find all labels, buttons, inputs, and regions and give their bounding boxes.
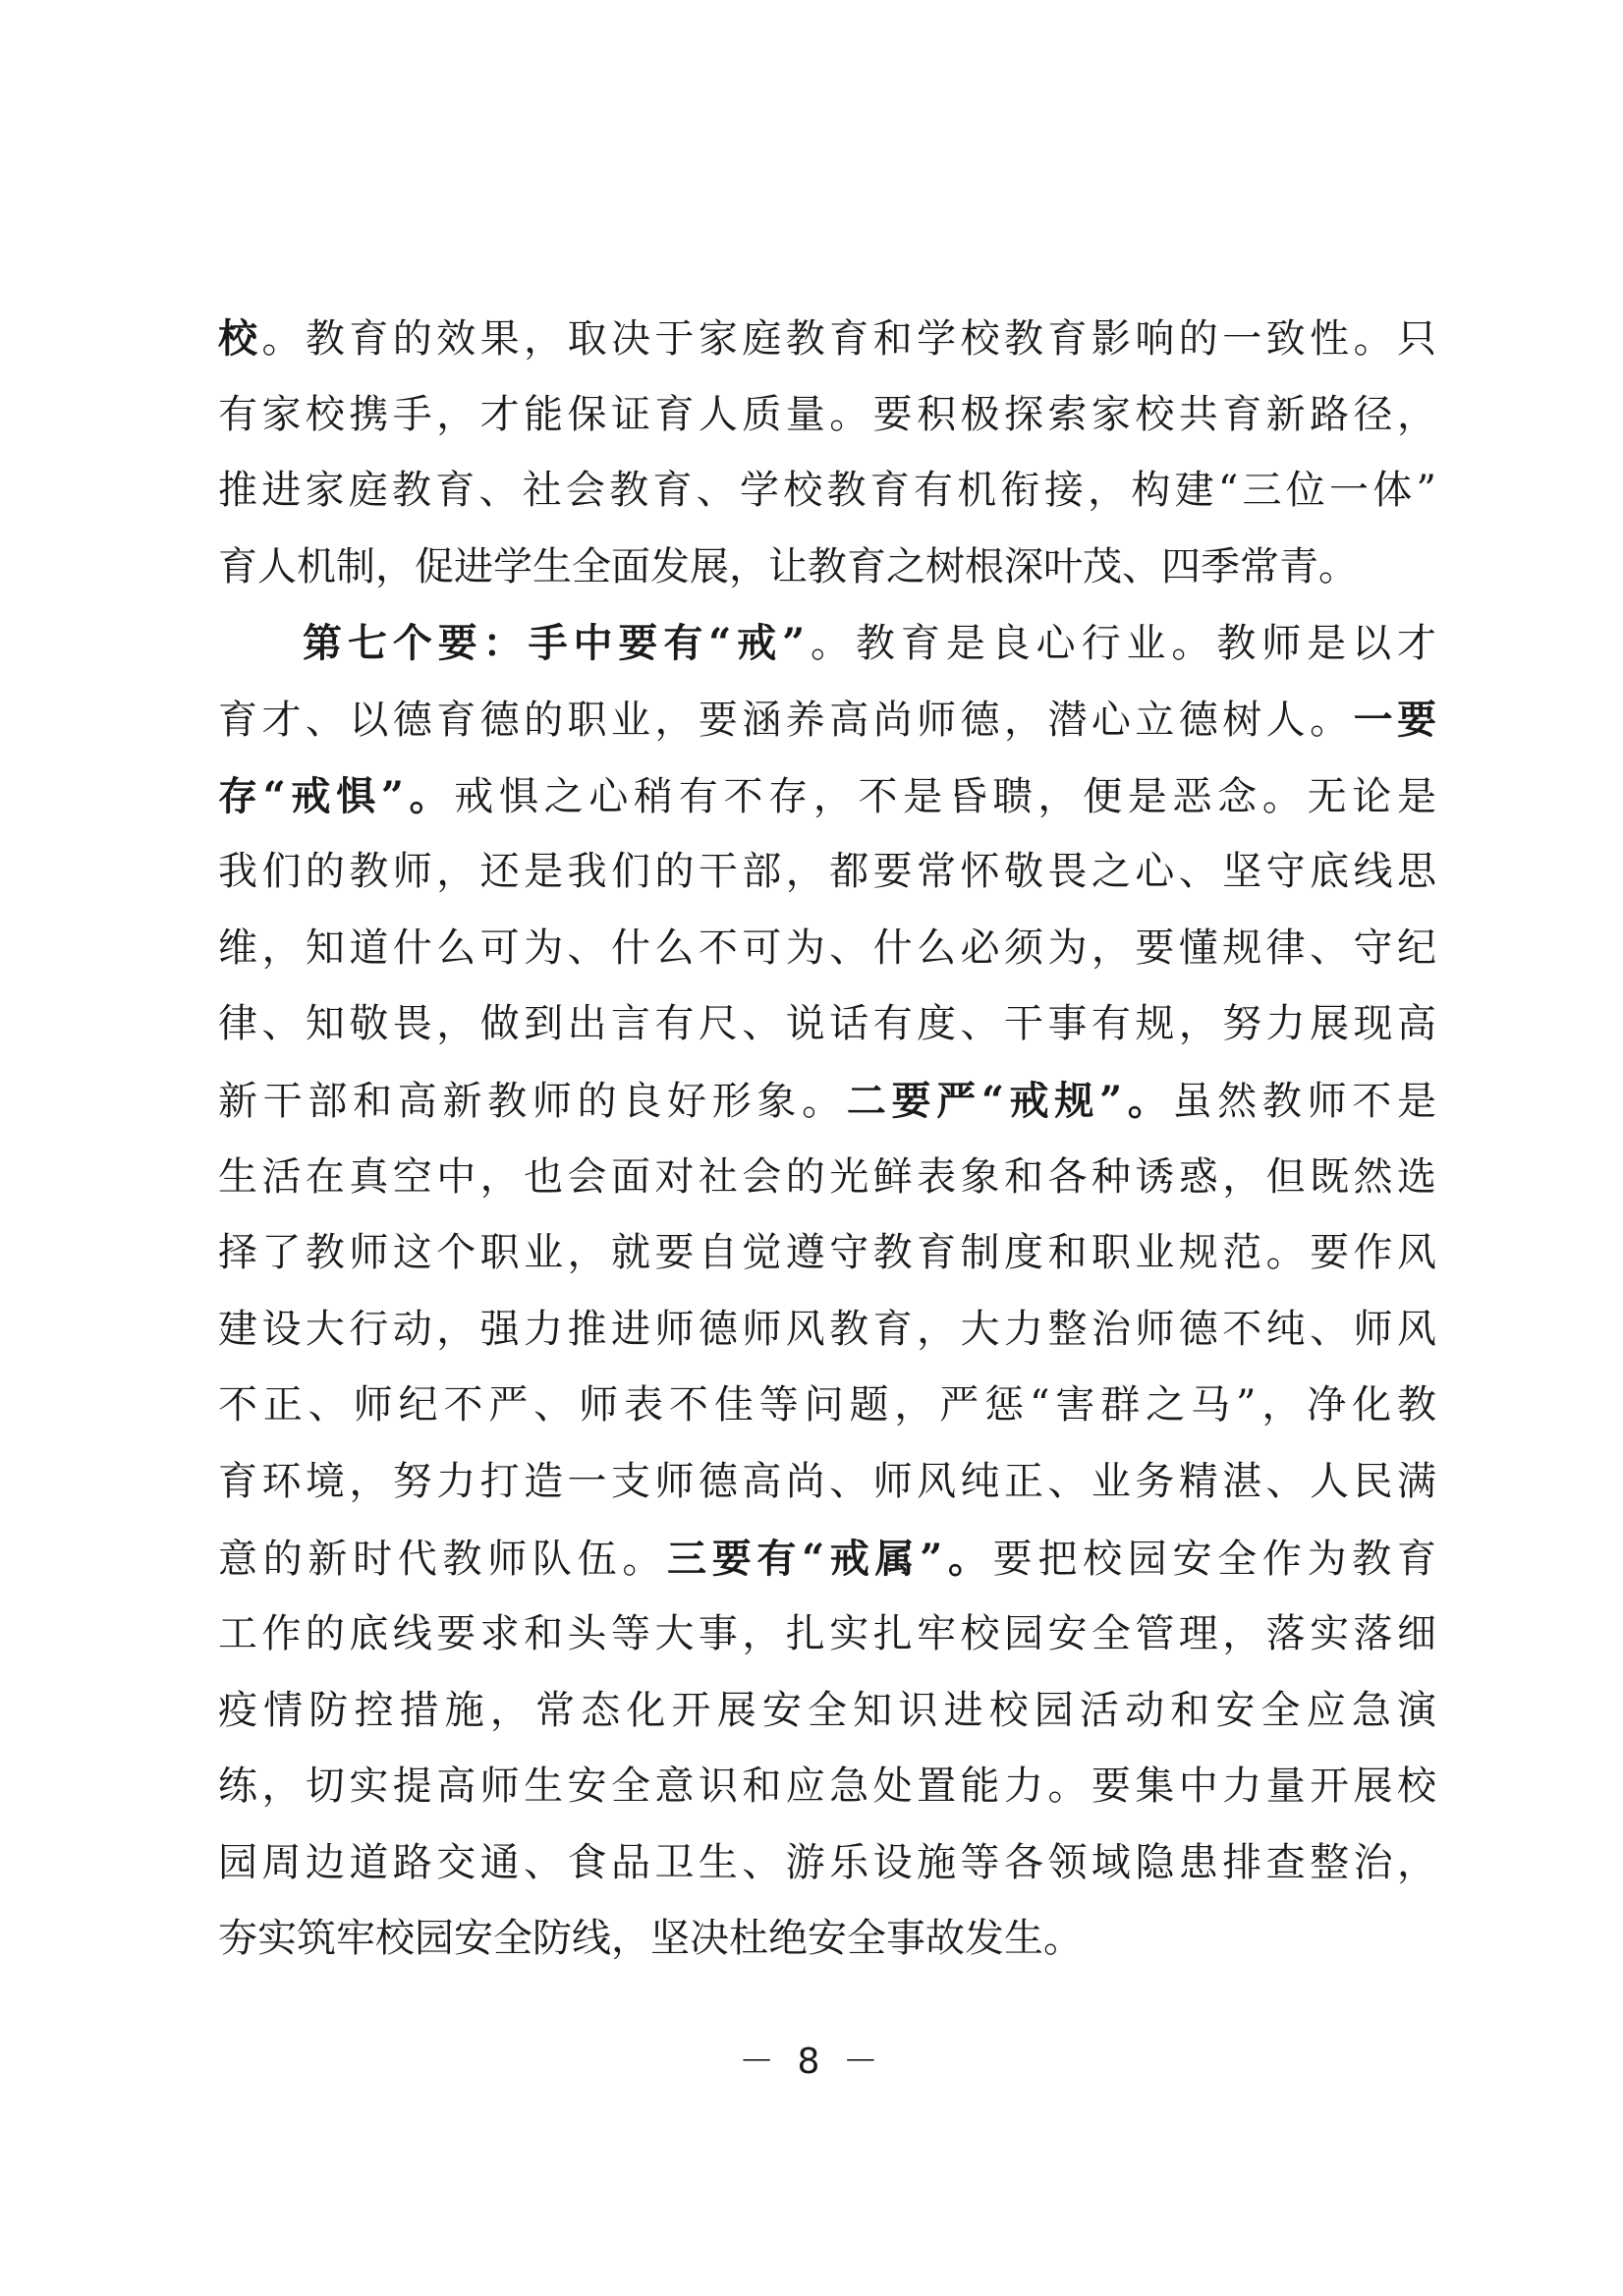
- text-line: [218, 605, 1436, 682]
- text-line: [218, 682, 1436, 758]
- text-run: 。教育的效果，取决于家庭教育和学校教育影响的一致性。只: [261, 316, 1437, 362]
- text-line: [218, 1521, 1436, 1597]
- text-line: [218, 758, 1436, 835]
- text-line: 疫情防控措施，常态化开展安全知识进校园活动和安全应急演: [218, 1687, 1436, 1733]
- text-line: 夯实筑牢校园安全防线，坚决杜绝安全事故发生。: [218, 1916, 1083, 1962]
- text-line: 不正、师纪不严、师表不佳等问题，严惩“害群之马”，净化教: [218, 1382, 1436, 1428]
- text-line: 育环境，努力打造一支师德高尚、师风纯正、业务精湛、人民满: [218, 1458, 1436, 1504]
- text-run: 育才、以德育德的职业，要涵养高尚师德，潜心立德树人。: [218, 697, 1354, 743]
- text-run: 要把校园安全作为教育: [992, 1536, 1436, 1582]
- text-line: 练，切实提高师生安全意识和应急处置能力。要集中力量开展校: [218, 1764, 1436, 1810]
- text-run: 意的新时代教师队伍。: [218, 1536, 668, 1582]
- text-line: 生活在真空中，也会面对社会的光鲜表象和各种诱惑，但既然选: [218, 1153, 1436, 1200]
- text-run: 新干部和高新教师的良好形象。: [218, 1078, 847, 1124]
- bold-phrase: 存“戒惧”。: [218, 772, 455, 819]
- text-line: [218, 1063, 1436, 1140]
- body-text: [218, 301, 1436, 1978]
- text-run: 戒惧之心稍有不存，不是昏聩，便是恶念。无论是: [454, 773, 1436, 819]
- text-run: 。教育是良心行业。教师是以才: [805, 621, 1437, 667]
- bold-phrase: 二要严“戒规”。: [846, 1077, 1173, 1124]
- text-line: [218, 301, 1436, 377]
- text-line: 推进家庭教育、社会教育、学校教育有机衔接，构建“三位一体”: [218, 468, 1436, 514]
- bold-phrase: 一要: [1353, 696, 1437, 743]
- text-line: 育人机制，促进学生全面发展，让教育之树根深叶茂、四季常青。: [218, 543, 1358, 589]
- text-line: 建设大行动，强力推进师德师风教育，大力整治师德不纯、师风: [218, 1306, 1436, 1352]
- text-line: 园周边道路交通、食品卫生、游乐设施等各领域隐患排查整治，: [218, 1839, 1436, 1885]
- text-line: 我们的教师，还是我们的干部，都要常怀敬畏之心、坚守底线思: [218, 849, 1436, 895]
- text-line: 维，知道什么可为、什么不可为、什么必须为，要懂规律、守纪: [218, 924, 1436, 971]
- text-line: 律、知敬畏，做到出言有尺、说话有度、干事有规，努力展现高: [218, 1001, 1436, 1047]
- text-line: 有家校携手，才能保证育人质量。要积极探索家校共育新路径，: [218, 391, 1436, 437]
- bold-phrase: 校: [218, 315, 262, 362]
- text-run: 虽然教师不是: [1172, 1078, 1436, 1124]
- page-number: － 8 －: [739, 2042, 884, 2082]
- text-line: 择了教师这个职业，就要自觉遵守教育制度和职业规范。要作风: [218, 1230, 1436, 1276]
- section-heading: 第七个要：手中要有“戒”: [303, 620, 806, 667]
- bold-phrase: 三要有“戒属”。: [667, 1535, 993, 1582]
- text-line: 工作的底线要求和头等大事，扎实扎牢校园安全管理，落实落细: [218, 1611, 1436, 1657]
